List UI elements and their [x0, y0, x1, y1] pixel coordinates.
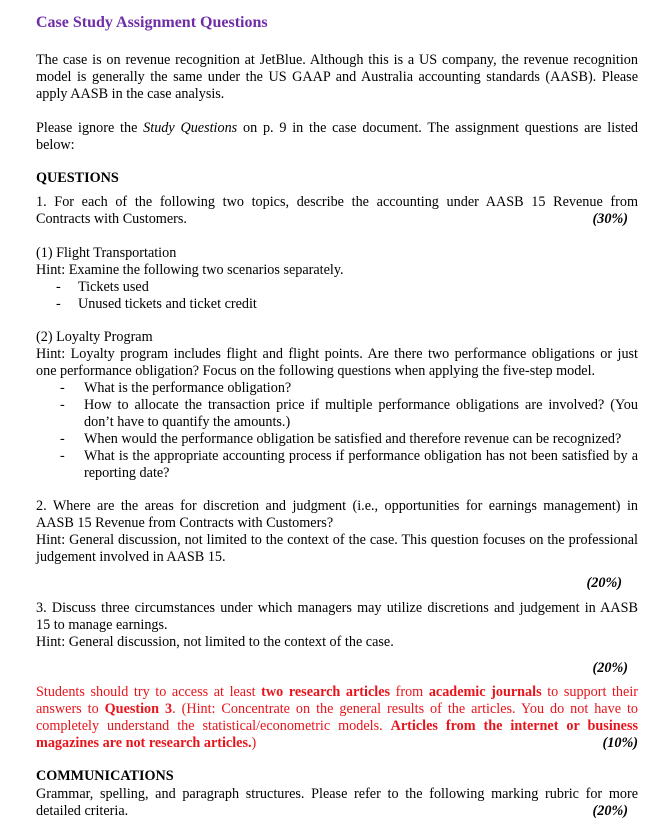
intro-line: model is generally the same under the US GAAP and Australia accounting standards (AASB). Please [36, 69, 638, 85]
question-2-weight: (20%) [586, 575, 622, 591]
question-2-hint: judgement involved in AASB 15. [36, 549, 226, 565]
research-weight: (10%) [602, 735, 638, 751]
question-2-hint: Hint: General discussion, not limited to the context of the case. This question focuses on the professional [36, 532, 638, 548]
loyalty-program-section [36, 329, 638, 482]
communications-line: Grammar, spelling, and paragraph structures. Please refer to the following marking rubric for more [36, 786, 638, 802]
ignore-paragraph [36, 120, 638, 154]
study-questions-ref: Study Questions [143, 120, 238, 136]
communications-weight: (20%) [592, 803, 628, 819]
loyalty-hint-line: one performance obligation? Focus on the following questions when applying the five-step model. [36, 363, 596, 379]
question-1-line: 1. For each of the following two topics, describe the accounting under AASB 15 Revenue from [36, 194, 638, 210]
flight-heading: (1) Flight Transportation [36, 245, 177, 261]
question-3-line: 15 to manage earnings. [36, 617, 168, 633]
communications-line: detailed criteria. (20%) [36, 803, 628, 819]
flight-scenarios-list [36, 279, 638, 313]
question-1 [36, 194, 638, 228]
flight-transportation-section [36, 245, 638, 313]
research-line: Students should try to access at least two research articles from academic journals to support their [36, 684, 638, 700]
list-item: - Unused tickets and ticket credit [36, 296, 638, 313]
loyalty-questions-list [36, 380, 638, 482]
question-2-line: 2. Where are the areas for discretion and judgment (i.e., opportunities for earnings management) in [36, 498, 638, 514]
research-line: answers to Question 3. (Hint: Concentrate on the general results of the articles. You do not have to [36, 701, 638, 717]
intro-paragraph [36, 52, 638, 103]
intro-line: The case is on revenue recognition at JetBlue. Although this is a US company, the revenue recognition [36, 52, 638, 68]
ignore-line: below: [36, 137, 75, 153]
question-1-weight: (30%) [592, 211, 628, 227]
question-3-line: 3. Discuss three circumstances under which managers may utilize discretions and judgement in AASB [36, 600, 638, 616]
research-line: magazines are not research articles.) (10%) [36, 735, 638, 751]
question-3-weight: (20%) [592, 660, 628, 676]
intro-line: apply AASB in the case analysis. [36, 86, 225, 102]
research-articles-note [36, 684, 638, 752]
flight-hint: Hint: Examine the following two scenarios separately. [36, 262, 344, 278]
list-item: - How to allocate the transaction price if multiple performance obligations are involved? (You don’t have to quantify the amounts.) [36, 397, 638, 431]
loyalty-heading: (2) Loyalty Program [36, 329, 153, 345]
communications-heading: COMMUNICATIONS [36, 768, 174, 784]
ignore-line: Please ignore the Study Questions on p. 9 in the case document. The assignment questions are listed [36, 120, 638, 136]
research-line: completely understand the statistical/econometric models. Articles from the internet or business [36, 718, 638, 734]
question-3-hint: Hint: General discussion, not limited to the context of the case. [36, 634, 394, 650]
question-2 [36, 498, 638, 592]
communications-paragraph [36, 786, 638, 820]
question-3 [36, 600, 638, 677]
question-1-line: Contracts with Customers. (30%) [36, 211, 628, 227]
list-item: - What is the appropriate accounting process if performance obligation has not been satisfied by a reporting date? [36, 448, 638, 482]
list-item: - What is the performance obligation? [36, 380, 638, 397]
document-title: Case Study Assignment Questions [36, 14, 268, 31]
questions-heading: QUESTIONS [36, 170, 119, 186]
loyalty-hint-line: Hint: Loyalty program includes flight and flight points. Are there two performance obligations or just [36, 346, 638, 362]
list-item: - Tickets used [36, 279, 638, 296]
list-item: - When would the performance obligation be satisfied and therefore revenue can be recognized? [36, 431, 638, 448]
question-2-line: AASB 15 Revenue from Contracts with Customers? [36, 515, 334, 531]
